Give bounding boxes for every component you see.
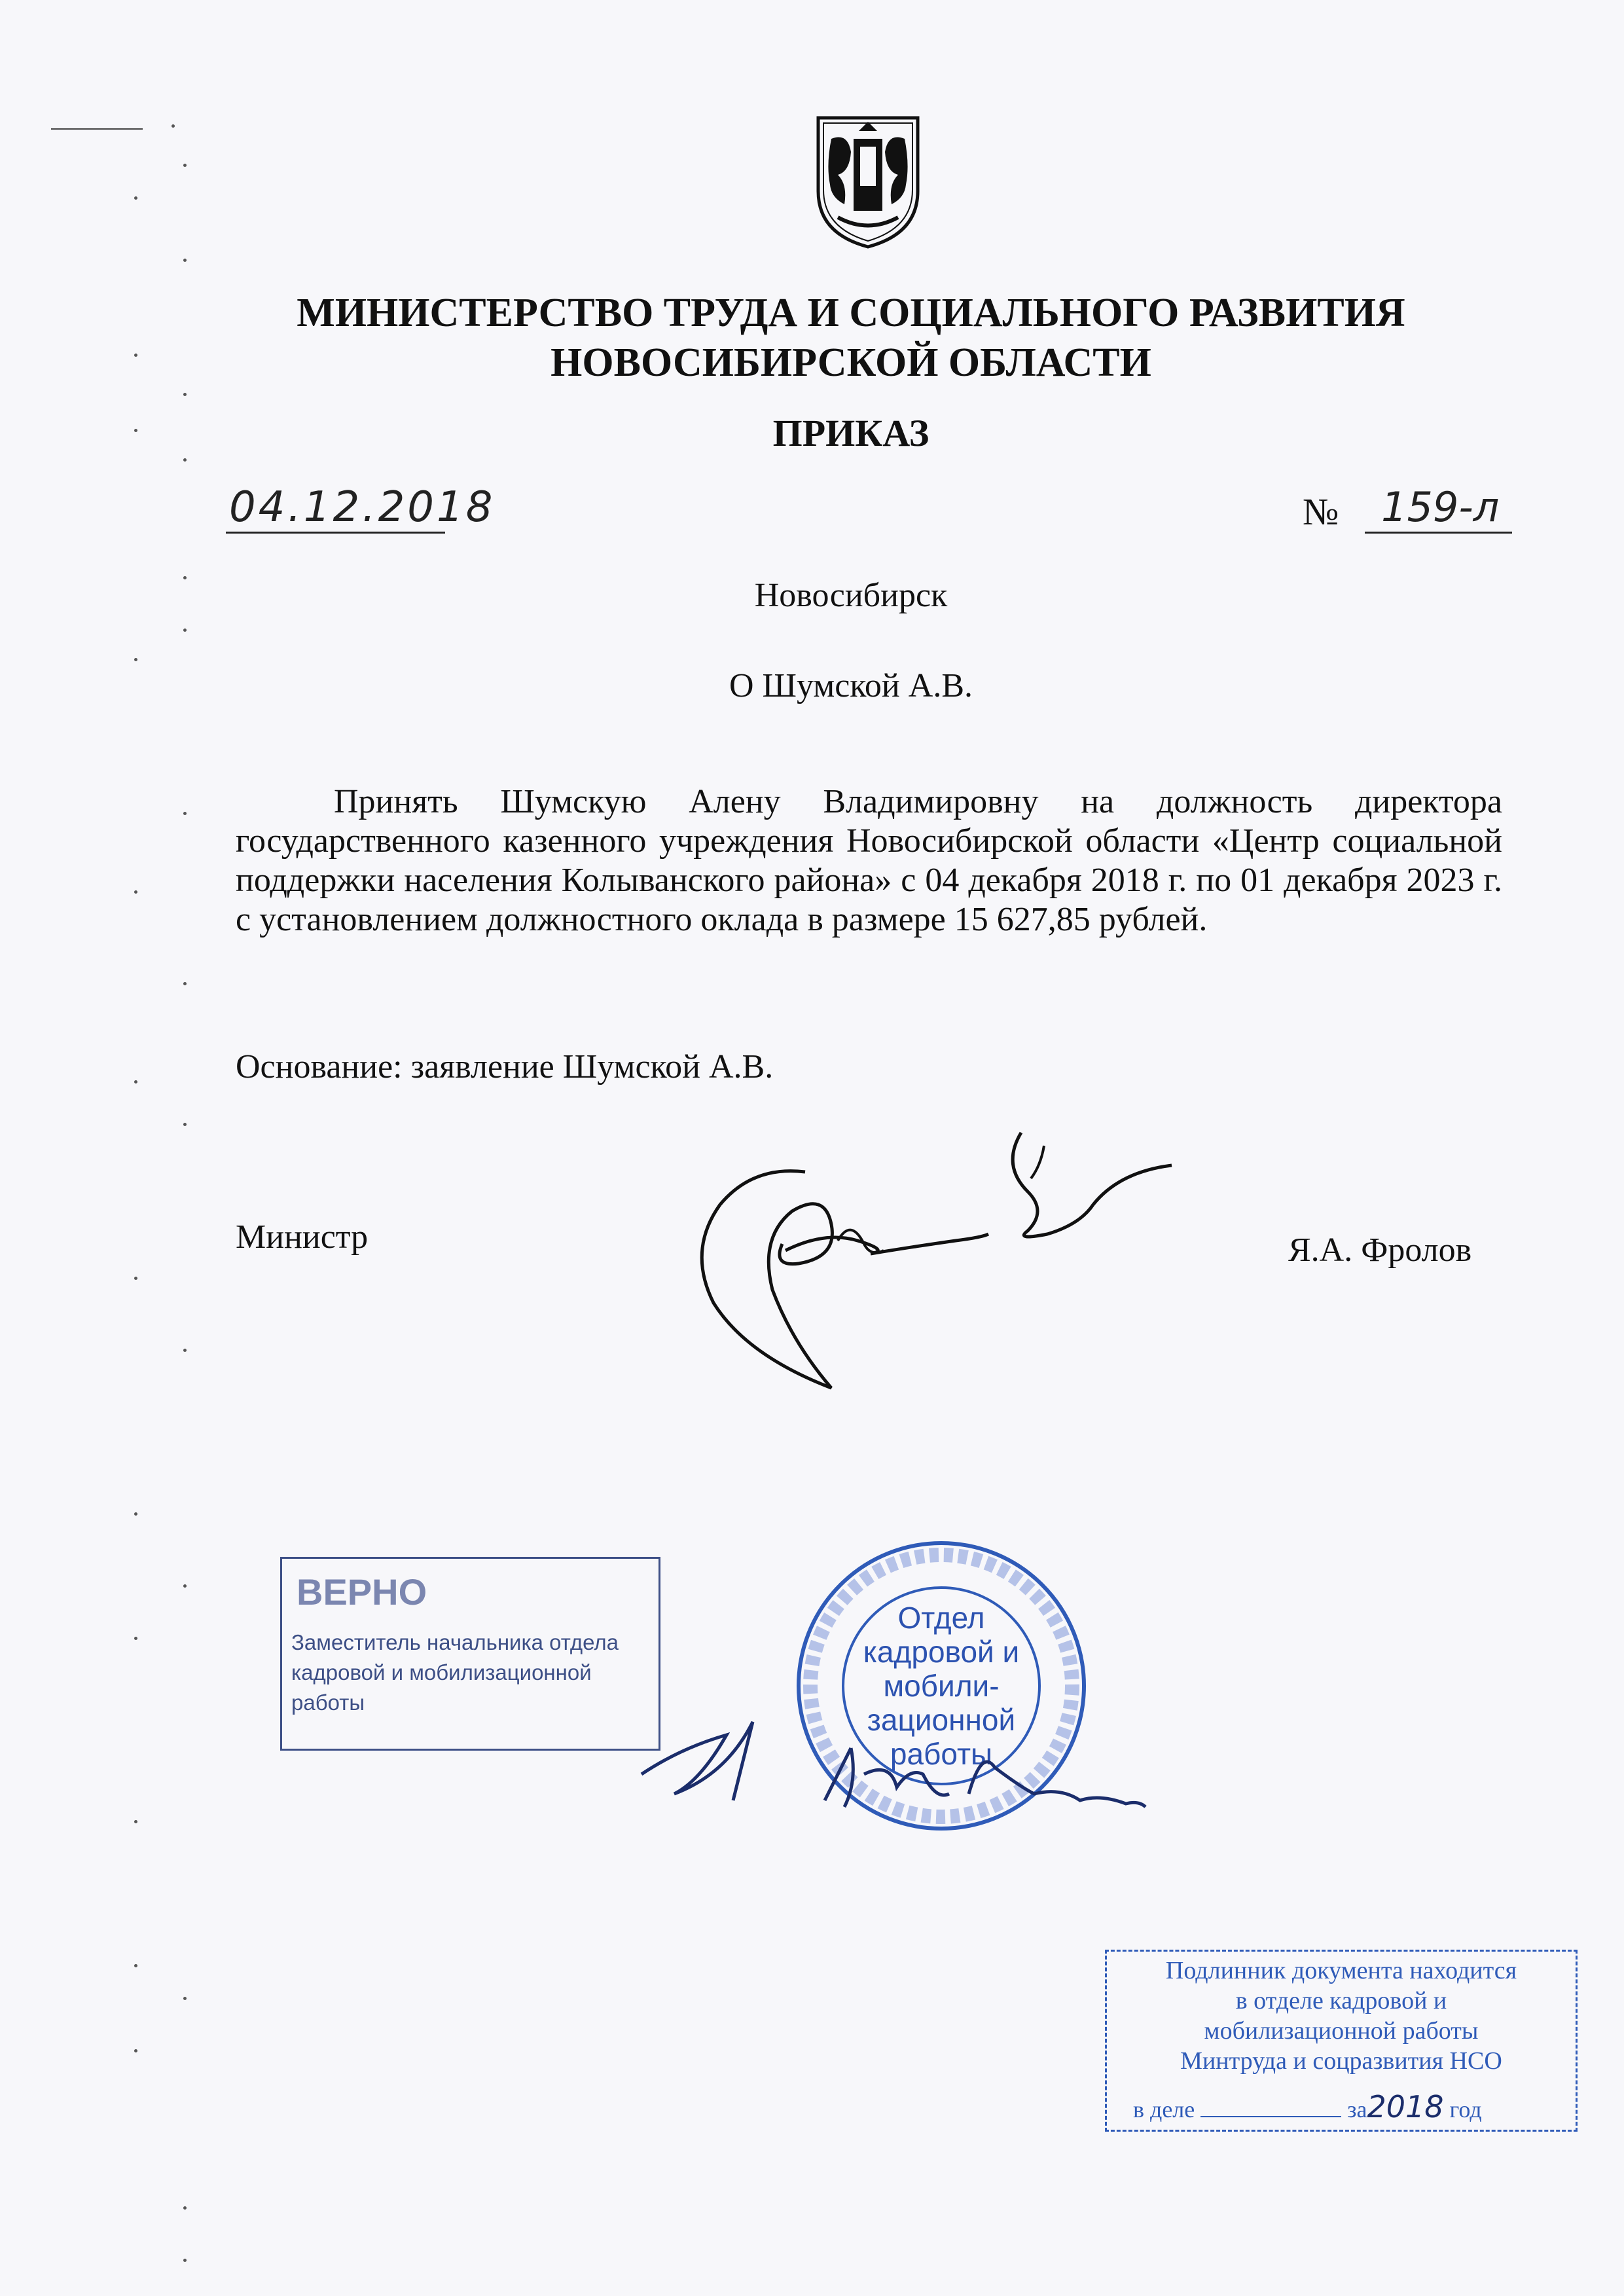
archive-line-4: Минтруда и соцразвития НСО — [1180, 2047, 1502, 2075]
verno-stamp-heading: ВЕРНО — [297, 1571, 427, 1613]
archive-line-1: Подлинник документа находится — [1165, 1957, 1517, 1984]
archive-stamp — [1105, 1950, 1578, 2132]
archive-for-label: за — [1347, 2096, 1367, 2123]
organization-title-line1: МИНИСТЕРСТВО ТРУДА И СОЦИАЛЬНОГО РАЗВИТИЯ — [297, 291, 1405, 335]
order-subject: О Шумской А.В. — [729, 667, 973, 704]
signatory-title: Министр — [236, 1218, 369, 1256]
archive-line-3: мобилизационной работы — [1204, 2017, 1479, 2045]
minister-signature — [674, 1126, 1185, 1401]
signatory-name: Я.А. Фролов — [1288, 1231, 1472, 1269]
organization-title — [196, 288, 1506, 388]
archive-case-label: в деле — [1133, 2096, 1195, 2123]
verno-stamp — [280, 1557, 660, 1751]
order-basis: Основание: заявление Шумской А.В. — [236, 1048, 774, 1085]
order-date: 04.12.2018 — [229, 483, 496, 532]
verno-stamp-text: Заместитель начальника отдела кадровой и мобилизационной работы — [291, 1630, 619, 1715]
archive-year-label: год — [1449, 2096, 1482, 2123]
coat-of-arms-icon — [812, 113, 924, 250]
certifier-signature — [628, 1696, 1152, 1846]
document-type: ПРИКАЗ — [772, 412, 929, 454]
number-underline — [1365, 532, 1512, 534]
archive-case-blank — [1200, 2096, 1341, 2117]
date-underline — [226, 532, 445, 534]
order-body: Принять Шумскую Алену Владимировну на должность директора государственного казенного учреждения Новосибирской области «Центр социальной поддержки населения Колыванского района» с 04 декабря 2018 г. по 01 декабря 2023 г. с установлением должностного оклада в размере 15 627,85 рублей. — [236, 783, 1502, 938]
order-number: 159-л — [1381, 483, 1500, 531]
archive-line-2: в отделе кадровой и — [1235, 1987, 1447, 2014]
archive-footer — [1133, 2089, 1578, 2124]
number-sign: № — [1303, 490, 1339, 533]
organization-title-line2: НОВОСИБИРСКОЙ ОБЛАСТИ — [550, 340, 1151, 385]
city: Новосибирск — [754, 577, 948, 614]
archive-year: 2018 — [1367, 2089, 1444, 2124]
seal-center-text: Отдел кадровой и мобили- зационной работы — [863, 1601, 1020, 1771]
